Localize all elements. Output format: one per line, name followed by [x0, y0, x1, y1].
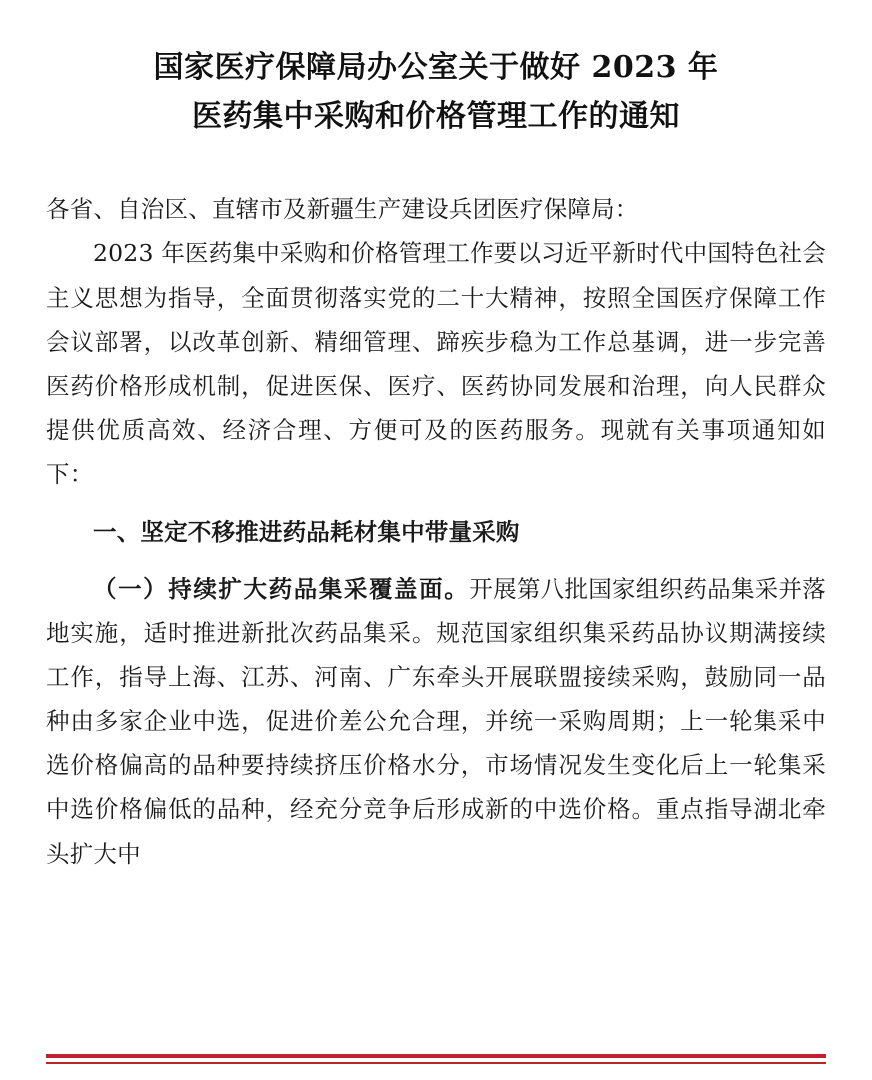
sub-section-label: （一）持续扩大药品集采覆盖面。 [93, 574, 470, 603]
footer-divider [46, 1054, 826, 1064]
section-heading-one: 一、坚定不移推进药品耗材集中带量采购 [93, 518, 520, 547]
page-title [46, 0, 826, 141]
title-line-2: 医药集中采购和价格管理工作的通知 [192, 98, 680, 134]
footer-rule-thin [46, 1062, 826, 1064]
sub-section-paragraph [46, 567, 826, 876]
document-body [46, 187, 826, 876]
sub-section-text: 开展第八批国家组织药品集采并落地实施，适时推进新批次药品集采。规范国家组织集采药品协议期满接续工作，指导上海、江苏、河南、广东牵头开展联盟接续采购，鼓励同一品种由多家企业中选，促进价差公允合理，并统一采购周期；上一轮集采中选价格偏高的品种要持续挤压价格水分，市场情况发生变化后上一轮集采中选价格偏低的品种，经充分竞争后形成新的中选价格。重点指导湖北牵头扩大中 [46, 574, 827, 868]
footer-rule-thick [46, 1054, 826, 1058]
opening-paragraph: 2023 年医药集中采购和价格管理工作要以习近平新时代中国特色社会主义思想为指导，全面贯彻落实党的二十大精神，按照全国医疗保障工作会议部署，以改革创新、精细管理、蹄疾步稳为工作总基调，进一步完善医药价格形成机制，促进医保、医疗、医药协同发展和治理，向人民群众提供优质高效、经济合理、方便可及的医药服务。现就有关事项通知如下： [46, 239, 826, 489]
salutation: 各省、自治区、直辖市及新疆生产建设兵团医疗保障局： [46, 195, 639, 224]
title-line-1: 国家医疗保障局办公室关于做好 2023 年 [153, 50, 719, 85]
